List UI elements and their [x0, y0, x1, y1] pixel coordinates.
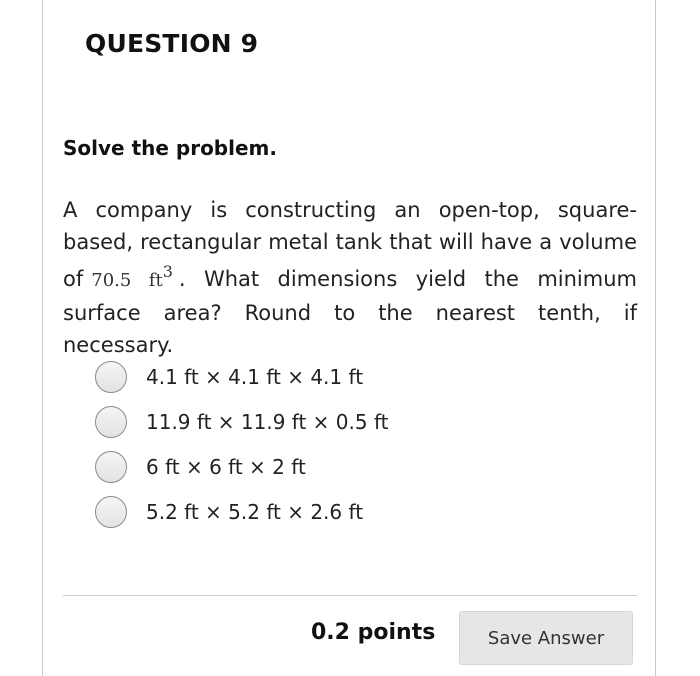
answer-option[interactable]	[95, 489, 388, 534]
footer-divider	[63, 595, 637, 596]
radio-button[interactable]	[95, 361, 127, 393]
radio-button[interactable]	[95, 451, 127, 483]
radio-button[interactable]	[95, 406, 127, 438]
problem-text-before: A company is constructing an open-top, square-based, rectangular metal tank that will have a volume of	[63, 198, 637, 291]
radio-button[interactable]	[95, 496, 127, 528]
points-value: 0.2 points	[311, 620, 436, 645]
answer-option[interactable]	[95, 444, 388, 489]
answer-option[interactable]	[95, 399, 388, 444]
answer-option-label: 11.9 ft × 11.9 ft × 0.5 ft	[146, 409, 389, 434]
question-card	[42, 0, 656, 676]
volume-expression: 70.5 $ft^3$	[91, 262, 173, 291]
answer-option-label: 5.2 ft × 5.2 ft × 2.6 ft	[146, 499, 364, 524]
answer-option-label: 4.1 ft × 4.1 ft × 4.1 ft	[146, 364, 364, 389]
answer-option[interactable]	[95, 354, 388, 399]
problem-text	[63, 194, 637, 361]
question-instruction: Solve the problem.	[63, 136, 277, 160]
answer-options	[95, 354, 388, 534]
question-title: QUESTION 9	[85, 29, 259, 58]
problem-text-after: . What dimensions yield the minimum surface area? Round to the nearest tenth, if necessary.	[63, 267, 637, 357]
answer-option-label: 6 ft × 6 ft × 2 ft	[146, 454, 306, 479]
save-answer-button[interactable]: Save Answer	[459, 611, 633, 665]
